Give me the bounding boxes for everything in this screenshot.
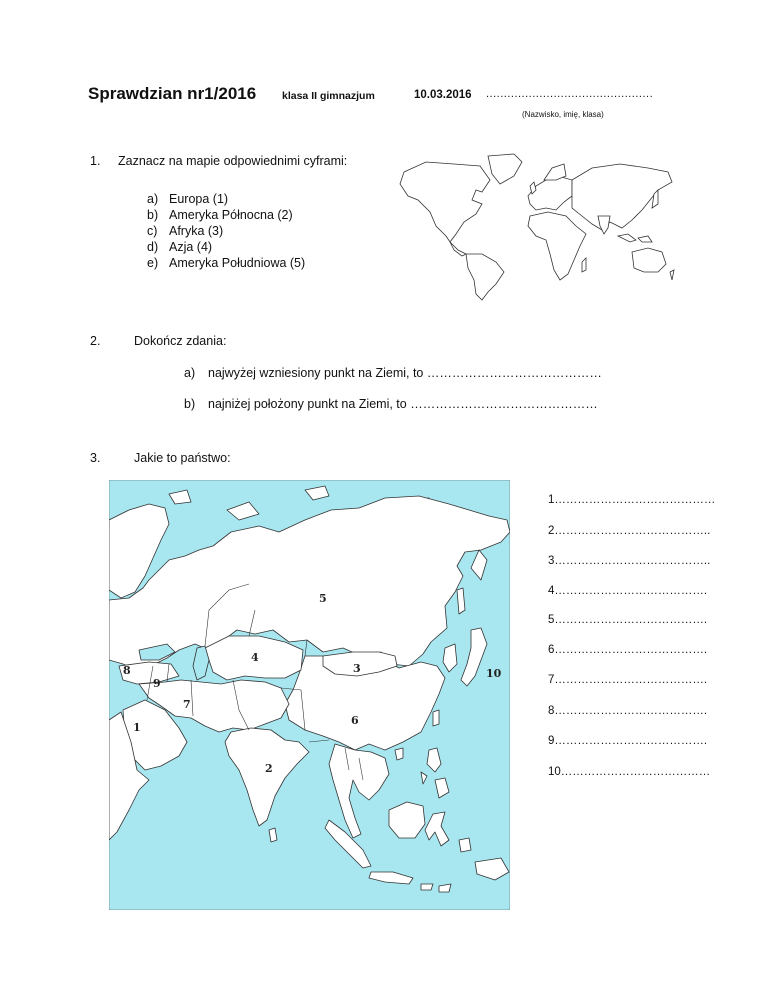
europe-outline	[528, 176, 572, 210]
map-number-10: 10	[486, 667, 502, 680]
map-number-9: 9	[153, 677, 161, 690]
answer-line-4[interactable]: 4………………………………….	[548, 585, 708, 597]
option-marker: e)	[147, 256, 159, 270]
class-info: klasa II gimnazjum	[282, 90, 375, 102]
world-map[interactable]	[396, 150, 676, 302]
option-text: Afryka (3)	[169, 224, 224, 238]
option-marker: d)	[147, 240, 159, 254]
q2-item-b-text[interactable]: najniżej położony punkt na Ziemi, to ………………………………………	[208, 397, 598, 411]
list-item	[147, 191, 305, 207]
q3-number: 3.	[90, 451, 101, 465]
answer-line-7[interactable]: 7………………………………….	[548, 674, 708, 686]
list-item	[147, 255, 305, 271]
q2-item-a-marker: a)	[184, 366, 196, 380]
answer-line-1[interactable]: 1……………………………………	[548, 494, 716, 506]
answer-line-10[interactable]: 10…………………………………	[548, 766, 711, 778]
list-item	[147, 207, 305, 223]
answer-line-8[interactable]: 8………………………………….	[548, 705, 708, 717]
answer-line-5[interactable]: 5………………………………….	[548, 614, 708, 626]
q1-options	[147, 191, 305, 271]
name-caption: (Nazwisko, imię, klasa)	[522, 110, 604, 119]
africa-outline	[528, 212, 586, 280]
australia-outline	[632, 248, 666, 272]
option-marker: b)	[147, 208, 159, 222]
option-text: Ameryka Północna (2)	[169, 208, 293, 222]
q2-item-a-text[interactable]: najwyżej wzniesiony punkt na Ziemi, to ……………………………………	[208, 366, 602, 380]
option-marker: c)	[147, 224, 158, 238]
q2-prompt: Dokończ zdania:	[134, 334, 227, 348]
q3-prompt: Jakie to państwo:	[134, 451, 231, 465]
name-line[interactable]: ...............................................	[486, 88, 654, 100]
option-text: Azja (4)	[169, 240, 213, 254]
option-text: Europa (1)	[169, 192, 229, 206]
map-number-4: 4	[251, 651, 259, 664]
answer-line-2[interactable]: 2…………………………………..	[548, 525, 711, 537]
answer-line-3[interactable]: 3…………………………………..	[548, 555, 711, 567]
north-america-outline	[400, 162, 490, 242]
map-number-8: 8	[123, 664, 131, 677]
q2-item-b-marker: b)	[184, 397, 196, 411]
list-item	[147, 223, 305, 239]
map-number-7: 7	[183, 698, 191, 711]
answer-line-9[interactable]: 9………………………………….	[548, 735, 708, 747]
map-number-5: 5	[319, 592, 327, 605]
q1-number: 1.	[90, 154, 101, 168]
test-date: 10.03.2016	[414, 89, 472, 101]
test-title: Sprawdzian nr1/2016	[88, 84, 257, 103]
q1-prompt: Zaznacz na mapie odpowiednimi cyframi:	[118, 154, 348, 168]
map-number-6: 6	[351, 714, 359, 727]
list-item	[147, 239, 305, 255]
south-america-outline	[466, 254, 504, 300]
map-number-1: 1	[133, 721, 141, 734]
option-text: Ameryka Południowa (5)	[169, 256, 306, 270]
map-number-2: 2	[265, 762, 273, 775]
option-marker: a)	[147, 192, 159, 206]
map-number-3: 3	[353, 662, 361, 675]
greenland-outline	[488, 154, 522, 184]
q2-number: 2.	[90, 334, 101, 348]
asia-map[interactable]	[109, 480, 510, 910]
answer-line-6[interactable]: 6………………………………….	[548, 644, 708, 656]
